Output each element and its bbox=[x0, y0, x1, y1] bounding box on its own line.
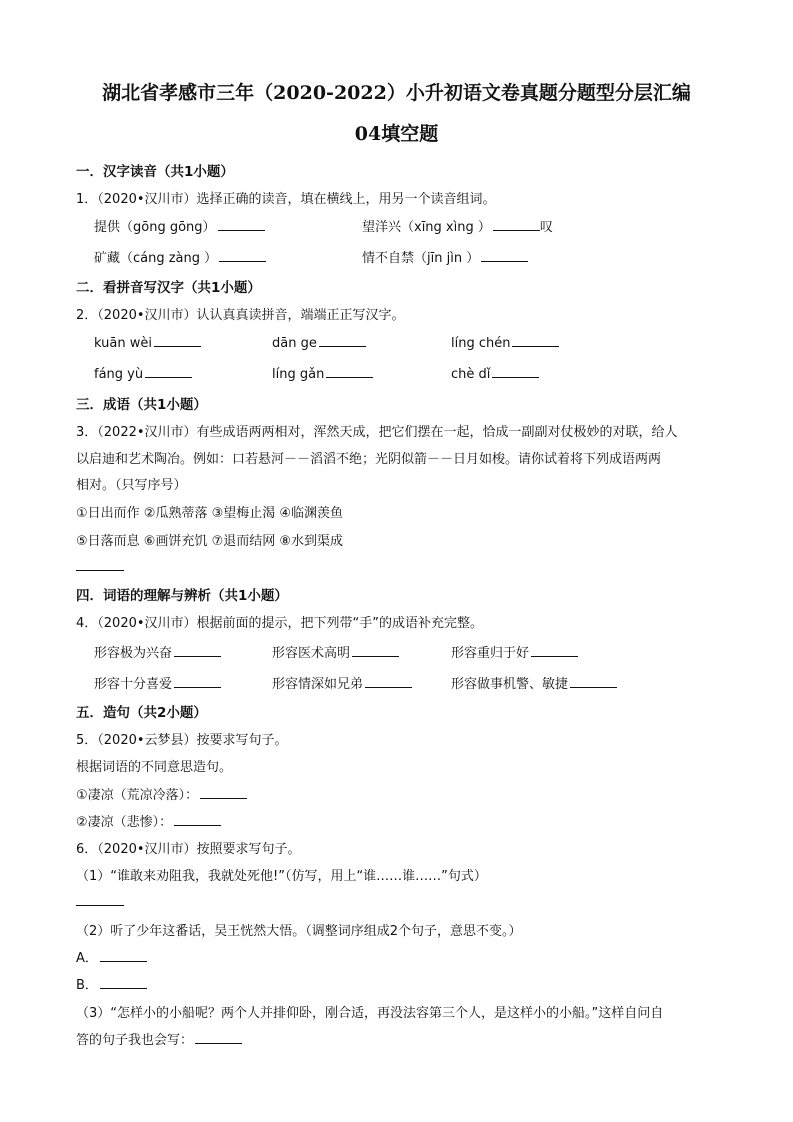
q3-options-2: ⑤日落而息 ⑥画饼充饥 ⑦退而结网 ⑧水到渠成 bbox=[76, 534, 344, 549]
doc-subtitle: 04填空题 bbox=[354, 123, 439, 145]
answer-blank[interactable] bbox=[145, 365, 192, 378]
answer-blank[interactable] bbox=[512, 334, 559, 347]
q3-options-1: ①日出而作 ②瓜熟蒂落 ③望梅止渴 ④临渊羡鱼 bbox=[76, 506, 344, 521]
q4-prompt: 形容十分喜爱 bbox=[94, 677, 173, 692]
answer-blank[interactable] bbox=[174, 675, 221, 688]
q1-item-4-text: 情不自禁（jīn jìn ） bbox=[362, 251, 480, 266]
q5-item-a bbox=[76, 784, 247, 803]
q6-part-1-answer-line[interactable] bbox=[76, 905, 124, 906]
q6-option-b-label: B． bbox=[76, 978, 98, 993]
q4-prompt: 形容重归于好 bbox=[451, 646, 530, 661]
answer-blank[interactable] bbox=[174, 644, 221, 657]
q4-stem: 4．（2020•汉川市）根据前面的提示，把下列带“手”的成语补充完整。 bbox=[76, 616, 483, 631]
q4-prompt: 形容情深如兄弟 bbox=[272, 677, 364, 692]
section-heading-1: 一．汉字读音（共1小题） bbox=[76, 164, 234, 180]
answer-blank[interactable] bbox=[531, 644, 578, 657]
answer-blank[interactable] bbox=[481, 249, 528, 262]
q2-item-6 bbox=[451, 365, 539, 382]
q4-item-6 bbox=[451, 673, 617, 692]
pinyin-text: líng gǎn bbox=[272, 367, 325, 382]
q5-stem: 5．（2020•云梦县）按要求写句子。 bbox=[76, 733, 288, 748]
pinyin-text: fáng yù bbox=[94, 367, 144, 382]
q6-part-2-a bbox=[76, 947, 147, 966]
answer-blank[interactable] bbox=[492, 365, 539, 378]
answer-blank[interactable] bbox=[352, 644, 399, 657]
q1-stem: 1．（2020•汉川市）选择正确的读音，填在横线上，用另一个读音组词。 bbox=[76, 192, 496, 207]
q5-item-b bbox=[76, 811, 221, 830]
section-heading-4: 四．词语的理解与辨析（共1小题） bbox=[76, 588, 288, 604]
answer-blank[interactable] bbox=[200, 786, 247, 799]
q3-stem-line-3: 相对。（只写序号） bbox=[76, 478, 187, 493]
q4-item-4 bbox=[94, 673, 221, 692]
q1-item-2-text: 望洋兴（xīng xìng ） bbox=[362, 220, 491, 235]
q2-stem: 2．（2020•汉川市）认认真真读拼音，端端正正写汉字。 bbox=[76, 308, 405, 323]
answer-blank[interactable] bbox=[100, 976, 147, 989]
q4-item-2 bbox=[272, 642, 399, 661]
q6-part-3-text: 答的句子我也会写： bbox=[76, 1033, 194, 1048]
q1-item-1-text: 提供（gōng gōng） bbox=[94, 220, 216, 235]
doc-title: 湖北省孝感市三年（2020-2022）小升初语文卷真题分题型分层汇编 bbox=[102, 82, 691, 104]
q4-item-5 bbox=[272, 673, 412, 692]
q5-item-b-text: ②凄凉（悲惨）： bbox=[76, 815, 173, 830]
answer-blank[interactable] bbox=[174, 813, 221, 826]
pinyin-text: líng chén bbox=[451, 336, 511, 351]
q2-item-5 bbox=[272, 365, 373, 382]
q4-prompt: 形容医术高明 bbox=[272, 646, 351, 661]
q2-item-3 bbox=[451, 334, 559, 351]
q2-item-2 bbox=[272, 334, 366, 351]
answer-blank[interactable] bbox=[365, 675, 412, 688]
pinyin-text: dān ge bbox=[272, 336, 317, 351]
q1-item-3 bbox=[94, 247, 266, 266]
answer-blank[interactable] bbox=[219, 249, 266, 262]
section-heading-2: 二．看拼音写汉字（共1小题） bbox=[76, 280, 261, 296]
answer-blank[interactable] bbox=[493, 218, 540, 231]
answer-blank[interactable] bbox=[195, 1031, 242, 1044]
answer-blank[interactable] bbox=[319, 334, 366, 347]
q6-stem: 6．（2020•汉川市）按照要求写句子。 bbox=[76, 842, 301, 857]
q6-part-1: （1）“谁敢来劝阻我，我就处死他!”（仿写，用上“谁……谁……”句式） bbox=[76, 869, 487, 884]
q1-item-2 bbox=[362, 216, 553, 235]
q6-part-2: （2）听了少年这番话，吴王恍然大悟。（调整词序组成2个句子，意思不变。） bbox=[76, 924, 522, 939]
q4-prompt: 形容极为兴奋 bbox=[94, 646, 173, 661]
q6-part-2-b bbox=[76, 974, 147, 993]
answer-blank[interactable] bbox=[154, 334, 201, 347]
section-heading-3: 三．成语（共1小题） bbox=[76, 397, 207, 413]
q1-item-4 bbox=[362, 247, 528, 266]
q4-item-1 bbox=[94, 642, 221, 661]
q3-stem-line-2: 以启迪和艺术陶冶。例如：口若悬河－－滔滔不绝；光阴似箭－－日月如梭。请你试着将下列成语两两 bbox=[76, 452, 662, 467]
answer-blank[interactable] bbox=[100, 949, 147, 962]
answer-blank[interactable] bbox=[570, 675, 617, 688]
q1-item-2-tail: 叹 bbox=[539, 220, 553, 235]
q3-answer-line[interactable] bbox=[76, 570, 124, 571]
pinyin-text: chè dǐ bbox=[451, 367, 491, 382]
section-heading-5: 五．造句（共2小题） bbox=[76, 705, 207, 721]
q2-item-1 bbox=[94, 334, 201, 351]
q1-item-3-text: 矿藏（cáng zàng ） bbox=[94, 251, 218, 266]
q5-subtitle: 根据词语的不同意思造句。 bbox=[76, 760, 233, 775]
q6-option-a-label: A． bbox=[76, 951, 98, 966]
q4-item-3 bbox=[451, 642, 578, 661]
q6-part-3-line-2 bbox=[76, 1029, 242, 1048]
q5-item-a-text: ①凄凉（荒凉冷落）： bbox=[76, 788, 199, 803]
q4-prompt: 形容做事机警、敏捷 bbox=[451, 677, 569, 692]
answer-blank[interactable] bbox=[326, 365, 373, 378]
q1-item-1 bbox=[94, 216, 265, 235]
pinyin-text: kuān wèi bbox=[94, 336, 152, 351]
answer-blank[interactable] bbox=[218, 218, 265, 231]
q6-part-3-line-1: （3）“怎样小的小船呢？两个人并排仰卧，刚合适，再没法容第三个人，是这样小的小船。”这样自问自 bbox=[76, 1006, 664, 1021]
q3-stem-line-1: 3．（2022•汉川市）有些成语两两相对，浑然天成，把它们摆在一起，恰成一副副对仗极妙的对联，给人 bbox=[76, 425, 678, 440]
q2-item-4 bbox=[94, 365, 192, 382]
